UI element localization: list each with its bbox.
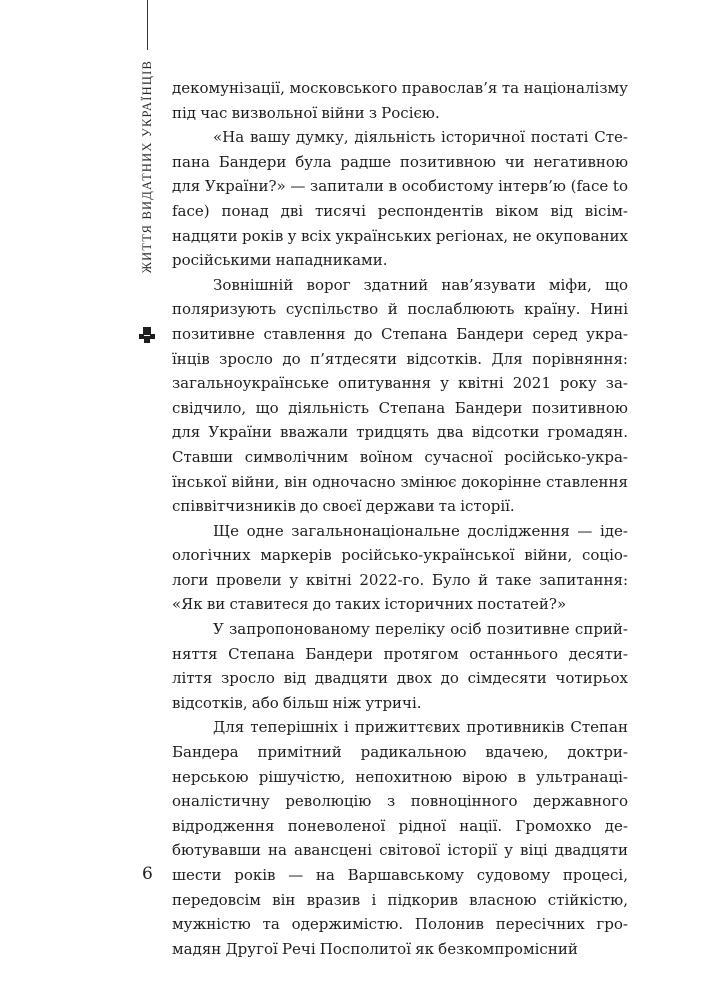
running-title-text: ЖИТТЯ ВИДАТНИХ УКРАЇНЦІВ	[140, 60, 154, 274]
paragraph-4: Ще одне загальнонаціональне дослідження — ідеологічних маркерів російсько-української війни, соціологи провели у квітні 2022-го. Було й таке запитання: «Як ви ставитеся до таких історичних постатей?»	[172, 521, 628, 614]
page-number: 6	[142, 864, 153, 884]
body-text	[172, 76, 628, 961]
paragraph-3: Зовнішній ворог здатний нав’язувати міфи, що поляризують суспільство й послаблюють країну. Нині позитивне ставлення до Степана Бандери серед українців зросло до п’ятдесяти відсотків. Для порівняння: загальноукраїнське опитування у квітні 2021 року засвідчило, що діяльність Степана Бандери позитивною для України вважали тридцять два відсотки громадян. Ставши символічним воїном сучасної російсько-української війни, він одночасно змінює докорінне ставлення співвітчизників до своєї держави та історії.	[172, 275, 628, 516]
paragraph-1: декомунізації, московського православ’я та націоналізму під час визвольної війни з Росією.	[172, 79, 628, 122]
fleuron-icon	[139, 327, 155, 343]
paragraph-5: У запропонованому переліку осіб позитивне сприйняття Степана Бандери протягом останнього десятиліття зросло від двадцяти двох до сімдесяти чотирьох відсотків, або більш ніж утричі.	[172, 620, 628, 712]
paragraph-2: «На вашу думку, діяльність історичної постаті Степана Бандери була радше позитивною чи негативною для України?» — запитали в особистому інтерв’ю (face to face) понад дві тисячі респондентів віком від вісімнадцяти років у всіх українських регіонах, не окупованих російськими нападниками.	[172, 128, 628, 270]
header-rule	[147, 0, 148, 50]
paragraph-6: Для теперішніх і прижиттєвих противників Степан Бандера примітний радикальною вдачею, доктринерською рішучістю, непохитною вірою в ультранаціоналістичну революцію з повноцінного державного відродження поневоленої рідної нації. Громохко дебютувавши на авансцені світової історії у віці двадцяти шести років — на Варшавському судовому процесі, передовсім він вразив і підкорив власною стійкістю, мужністю та одержимістю. Полонив пересічних громадян Другої Речі Посполитої як безкомпромісний	[172, 718, 628, 958]
